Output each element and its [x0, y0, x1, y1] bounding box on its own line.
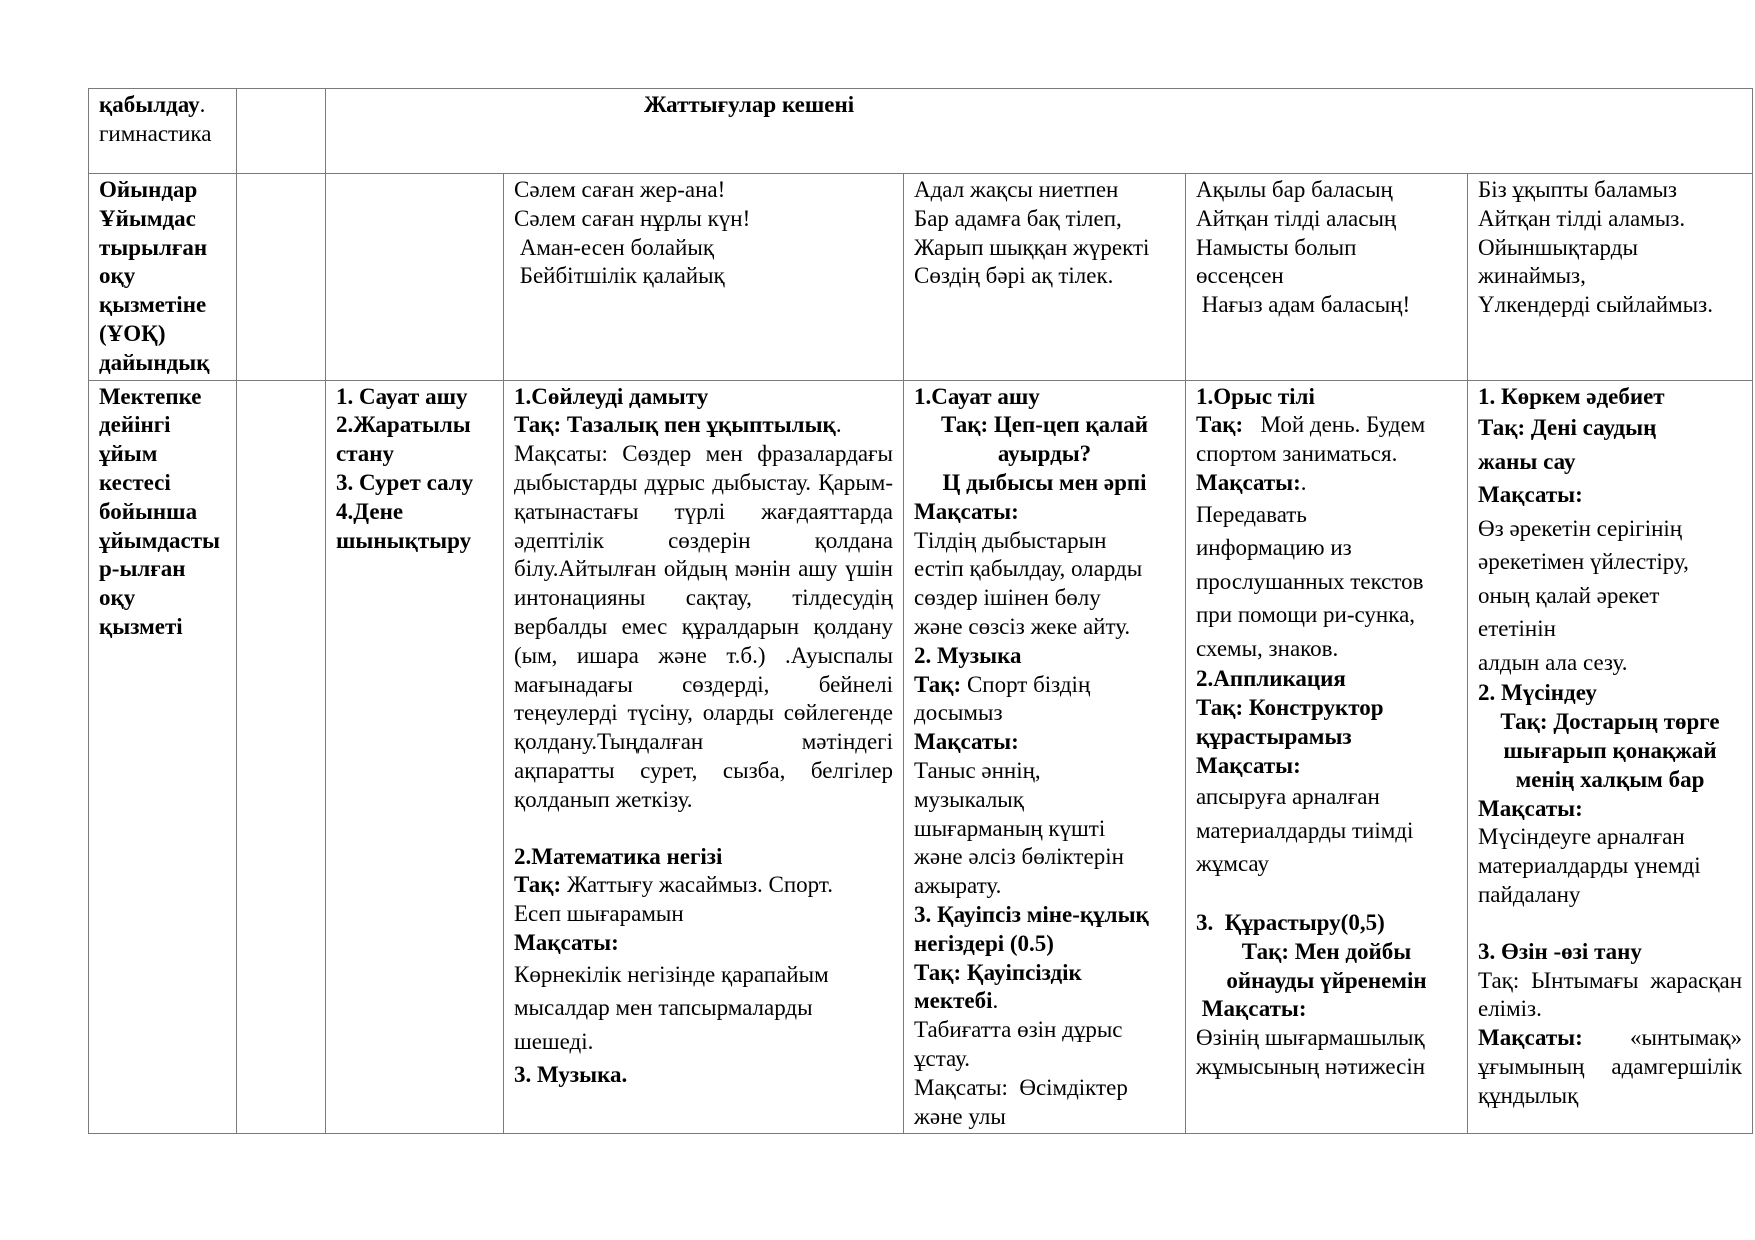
lesson-goal-line: Мүсіндеуге арналған: [1478, 824, 1685, 850]
lesson-goal-label: Мақсаты:: [1478, 795, 1583, 821]
lesson-goal-line: Өз әрекетін серігінің: [1478, 515, 1683, 541]
empty-cell: [237, 174, 326, 381]
lesson-goal-line: схемы, знаков.: [1196, 635, 1339, 661]
lesson-goal-line: сөздер ішінен бөлу: [914, 585, 1101, 611]
poem-line: Айтқан тілді аласың: [1196, 205, 1397, 231]
lesson-goal-line: материалдарды үнемді: [1478, 853, 1701, 879]
activities-cell-thursday: [1468, 380, 1753, 1134]
exercise-complex-heading: Жаттығулар кешені: [644, 92, 855, 117]
row-gymnastics: [89, 89, 1753, 174]
poem-line: Біз ұқыпты баламыз: [1478, 177, 1678, 202]
row-preparation: [89, 174, 1753, 381]
lesson-goal-dot: .: [1300, 469, 1307, 495]
lesson-goal-line: ажырату.: [914, 873, 1002, 899]
lesson-topic-line: Тақ: Конструктор: [1196, 695, 1384, 721]
lesson-topic-dot: .: [835, 412, 842, 438]
lesson-goal-line: Көрнекілік негізінде қарапайым: [514, 961, 829, 987]
lesson-text-line: Табиғатта өзін дұрыс: [914, 1017, 1123, 1043]
row-header-text: гимнастика: [99, 120, 212, 146]
lesson-goal-label: Мақсаты:: [1196, 752, 1301, 778]
row-header-line: тырылған: [99, 234, 208, 260]
lesson-topic-line: ойнауды үйренемін: [1226, 967, 1427, 993]
lesson-title: 3. Өзін -өзі тану: [1478, 938, 1642, 964]
lesson-title: 1.Сөйлеуді дамыту: [514, 383, 709, 409]
lesson-title: негіздері (0.5): [914, 930, 1054, 956]
lesson-goal: «ынтымақ» ұғымының адамгершілік құндылық: [1478, 1025, 1743, 1108]
lesson-topic-label: Тақ:: [1196, 412, 1244, 438]
poem-line: Нағыз адам баласың!: [1196, 292, 1411, 318]
row-header-cell: [89, 380, 237, 1134]
lesson-goal-line: жұмысының нәтижесін: [1196, 1053, 1426, 1079]
lesson-topic-line: Тақ: Цеп-цеп қалай: [940, 412, 1148, 438]
poem-line: Ойыншықтарды: [1478, 234, 1638, 260]
lesson-goal-line: және улы: [914, 1103, 1006, 1129]
row-header-cell: [89, 89, 237, 174]
lesson-goal-line: Передавать: [1196, 501, 1307, 527]
row-header-dot: .: [199, 92, 206, 117]
row-header-line: оқу: [99, 263, 136, 289]
poem-line: Ақылы бар баласың: [1196, 177, 1393, 202]
lesson-goal-label: Мақсаты:: [1196, 996, 1307, 1022]
lesson-topic-line: Есеп шығарамын: [514, 901, 684, 927]
poem-cell-tuesday: [904, 174, 1186, 381]
activities-cell-tuesday: [904, 380, 1186, 1134]
lesson-goal-label: Мақсаты:: [1478, 1025, 1583, 1051]
poem-line: Сөздің бәрі ақ тілек.: [914, 263, 1114, 289]
lesson-title: 1. Көркем әдебиет: [1478, 383, 1665, 409]
row-header-cell: [89, 174, 237, 381]
poem-line: Намысты болып: [1196, 234, 1357, 260]
subject-list-cell: [326, 380, 504, 1134]
lesson-goal-line: мысалдар мен тапсырмаларды: [514, 995, 813, 1021]
lesson-goal: Мақсаты: Сөздер мен фразалардағы дыбыстарды дұрыс дыбыстау. Қарым-қатынастағы түрлі жағдаяттарда әдептілік сөздерін қолдана білу.Айтылған ойдың мәнін ашу үшін интонацияны сақтау, тілдесудің вербалды емес құралдарын қолдану (ым, ишара және т.б.) .Ауыспалы мағынадағы сөздерді, бейнелі теңеулерді түсіну, оларды сөйлегенде қолдану.Тыңдалған мәтіндегі ақпаратты сурет, сызба, белгілер қолданып жеткізу.: [514, 441, 893, 812]
lesson-goal-line: Тілдің дыбыстарын: [914, 527, 1107, 553]
lesson-topic-line: мектебі: [914, 988, 993, 1014]
lesson-goal-line: ететінін: [1478, 616, 1556, 642]
poem-line: Бар адамға бақ тілеп,: [914, 205, 1122, 231]
lesson-topic-label: Тақ:: [514, 872, 562, 898]
lesson-title: 1.Орыс тілі: [1196, 383, 1315, 409]
lesson-topic: Жаттығу жасаймыз. Спорт.: [561, 872, 833, 898]
poem-line: Сәлем саған жер-ана!: [514, 177, 726, 202]
lesson-topic-line: Ц дыбысы мен әрпі: [942, 469, 1147, 495]
poem-cell-wednesday: [1186, 174, 1468, 381]
lesson-goal-label: Мақсаты:: [514, 929, 619, 955]
lesson-goal-line: алдын ала сезу.: [1478, 649, 1628, 675]
subject-item: 3. Сурет салу: [336, 469, 474, 495]
lesson-title: 2.Аппликация: [1196, 666, 1346, 692]
lesson-topic-dot: .: [992, 988, 999, 1014]
lesson-topic-line: досымыз: [914, 700, 1003, 726]
lesson-topic-line: Тақ: Мен дойбы: [1241, 938, 1412, 964]
lesson-topic-line: жаны сау: [1478, 448, 1576, 474]
row-header-text-bold: қабылдау: [99, 92, 200, 117]
row-header-line: ұйымдасты: [99, 527, 220, 553]
subject-item: 1. Сауат ашу: [336, 383, 468, 409]
lesson-topic-line: менің халқым бар: [1515, 766, 1705, 792]
row-header-line: р-ылған: [99, 556, 186, 582]
lesson-topic: Мой день. Будем спортом заниматься.: [1196, 412, 1431, 467]
exercise-complex-cell: [326, 89, 1753, 174]
lesson-topic-line: Тақ: Достарың төрге: [1500, 709, 1720, 735]
lesson-goal-line: информацию из: [1196, 535, 1352, 561]
empty-cell: [237, 380, 326, 1134]
lesson-goal-line: материалдарды тиімді: [1196, 817, 1414, 843]
poem-line: Жарып шыққан жүректі: [914, 234, 1150, 260]
lesson-goal-label: Мақсаты:: [914, 498, 1019, 524]
poem-line: Үлкендерді сыйлаймыз.: [1478, 292, 1713, 318]
daily-plan-table: [88, 88, 1753, 1134]
poem-line: Аман-есен болайық: [514, 234, 714, 260]
lesson-topic-line: құрастырамыз: [1196, 723, 1352, 749]
lesson-title: 1.Сауат ашу: [914, 383, 1040, 409]
row-header-line: Мектепке: [99, 383, 202, 409]
lesson-goal-line: при помощи ри-сунка,: [1196, 602, 1416, 628]
lesson-title: 3. Музыка.: [514, 1062, 628, 1088]
row-header-line: оқу: [99, 585, 136, 611]
poem-line: Сәлем саған нұрлы күн!: [514, 205, 751, 231]
lesson-goal-line: оның қалай әрекет: [1478, 582, 1660, 608]
lesson-goal-label: Мақсаты:: [914, 729, 1019, 755]
subject-item: стану: [336, 441, 395, 467]
lesson-goal-line: шығарманың күшті: [914, 815, 1106, 841]
row-header-line: дейінгі: [99, 412, 171, 438]
lesson-title: 3. Құрастыру(0,5): [1196, 909, 1385, 935]
lesson-topic: Спорт біздің: [961, 671, 1091, 697]
lesson-topic-line: Тақ: Қауіпсіздік: [914, 959, 1082, 985]
lesson-goal-line: жұмсау: [1196, 851, 1269, 877]
lesson-goal-line: естіп қабылдау, оларды: [914, 556, 1143, 582]
poem-line: жинаймыз,: [1478, 263, 1586, 289]
lesson-topic: Тақ: Тазалық пен ұқыптылық: [514, 412, 836, 438]
lesson-topic: Тақ: Ынтымағы жарасқан еліміз.: [1478, 967, 1743, 1022]
lesson-title: 2. Мүсіндеу: [1478, 680, 1597, 706]
lesson-goal-line: Мақсаты: Өсімдіктер: [914, 1074, 1128, 1100]
lesson-goal-line: шешеді.: [514, 1028, 594, 1054]
lesson-goal-label: Мақсаты:: [1196, 469, 1301, 495]
lesson-title: 3. Қауіпсіз міне-құлық: [914, 901, 1149, 927]
subject-item: 4.Дене: [336, 498, 404, 524]
row-header-line: Ойындар: [99, 177, 198, 202]
lesson-title: 2.Математика негізі: [514, 843, 723, 869]
lesson-topic-line: Тақ: Дені саудың: [1478, 415, 1657, 441]
lesson-goal-line: Өзінің шығармашылық: [1196, 1025, 1425, 1051]
row-header-line: (ҰОҚ): [99, 320, 166, 346]
lesson-topic-label: Тақ:: [914, 671, 962, 697]
lesson-goal-line: прослушанных текстов: [1196, 568, 1424, 594]
lesson-goal-line: және сөзсіз жеке айту.: [914, 613, 1131, 639]
row-header-line: кестесі: [99, 469, 171, 495]
row-header-line: қызметі: [99, 613, 183, 639]
empty-cell: [237, 89, 326, 174]
activities-cell-wednesday: [1186, 380, 1468, 1134]
lesson-goal-line: Таныс әннің,: [914, 757, 1041, 783]
subject-item: 2.Жаратылы: [336, 412, 471, 438]
lesson-goal-line: апсыруға арналған: [1196, 784, 1380, 810]
poem-line: өссеңсен: [1196, 263, 1284, 289]
lesson-topic-line: шығарып қонақжай: [1503, 737, 1717, 763]
lesson-goal-line: және әлсіз бөліктерін: [914, 844, 1124, 870]
lesson-goal-label: Мақсаты:: [1478, 482, 1583, 508]
lesson-goal-line: әрекетімен үйлестіру,: [1478, 549, 1689, 575]
lesson-title: 2. Музыка: [914, 642, 1022, 668]
poem-cell-monday: [504, 174, 904, 381]
lesson-goal-line: пайдалану: [1478, 881, 1581, 907]
activities-cell-monday: [504, 380, 904, 1134]
poem-line: Бейбітшілік қалайық: [514, 263, 725, 289]
poem-line: Адал жақсы ниетпен: [914, 177, 1119, 202]
empty-cell: [326, 174, 504, 381]
lesson-topic-line: ауырды?: [997, 441, 1092, 467]
row-header-line: дайындық: [99, 349, 210, 375]
row-header-line: бойынша: [99, 498, 198, 524]
row-header-line: Ұйымдас: [99, 205, 196, 231]
subject-item: шынықтыру: [336, 527, 472, 553]
poem-cell-thursday: [1468, 174, 1753, 381]
row-organized-activities: [89, 380, 1753, 1134]
row-header-line: қызметіне: [99, 292, 207, 318]
poem-line: Айтқан тілді аламыз.: [1478, 205, 1686, 231]
row-header-line: ұйым: [99, 441, 158, 467]
lesson-goal-line: музыкалық: [914, 786, 1024, 812]
lesson-text-line: ұстау.: [914, 1045, 971, 1071]
